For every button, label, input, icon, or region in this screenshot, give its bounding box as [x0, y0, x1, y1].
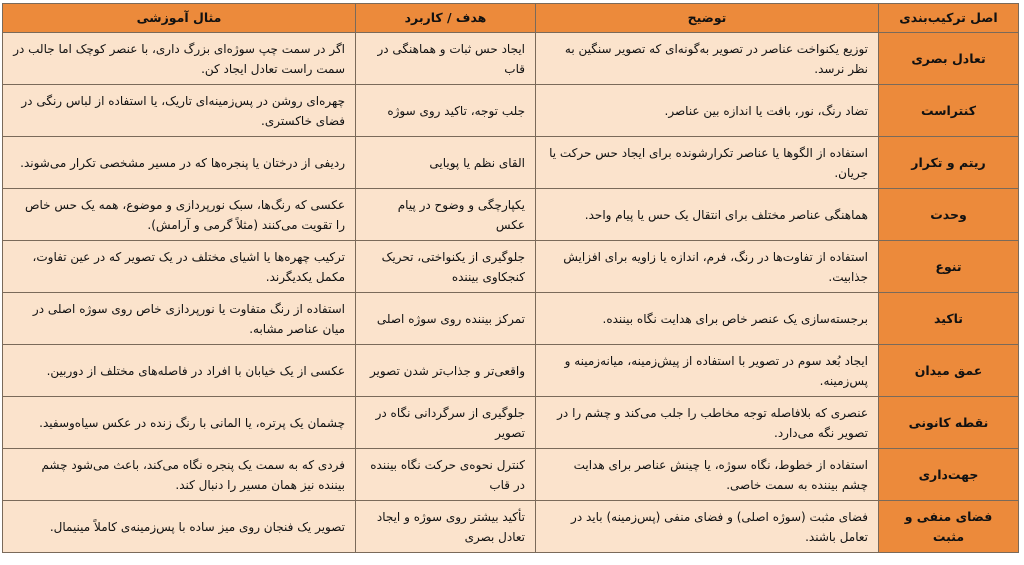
- description-cell: توزیع یکنواخت عناصر در تصویر به‌گونه‌ای که تصویر سنگین به نظر نرسد.: [536, 33, 879, 85]
- description-cell: عنصری که بلافاصله توجه مخاطب را جلب می‌کند و چشم را در تصویر نگه می‌دارد.: [536, 397, 879, 449]
- composition-principles-table-container: [2, 3, 1022, 559]
- example-cell: عکسی که رنگ‌ها، سبک نورپردازی و موضوع، همه یک حس خاص را تقویت می‌کنند (مثلاً گرمی و آرامش).: [3, 189, 356, 241]
- header-purpose: هدف / کاربرد: [356, 4, 536, 33]
- description-cell: استفاده از خطوط، نگاه سوژه، یا چینش عناصر برای هدایت چشم بیننده به سمت خاصی.: [536, 449, 879, 501]
- description-cell: هماهنگی عناصر مختلف برای انتقال یک حس یا پیام واحد.: [536, 189, 879, 241]
- table-row: [3, 85, 1019, 137]
- header-example: مثال آموزشی: [3, 4, 356, 33]
- composition-principles-table: [2, 3, 1019, 553]
- table-header-row: [3, 4, 1019, 33]
- purpose-cell: ایجاد حس ثبات و هماهنگی در قاب: [356, 33, 536, 85]
- purpose-cell: القای نظم یا پویایی: [356, 137, 536, 189]
- description-cell: تضاد رنگ، نور، بافت یا اندازه بین عناصر.: [536, 85, 879, 137]
- table-row: [3, 33, 1019, 85]
- example-cell: ردیفی از درختان یا پنجره‌ها که در مسیر مشخصی تکرار می‌شوند.: [3, 137, 356, 189]
- table-row: [3, 501, 1019, 553]
- description-cell: برجسته‌سازی یک عنصر خاص برای هدایت نگاه بیننده.: [536, 293, 879, 345]
- example-cell: اگر در سمت چپ سوژه‌ای بزرگ داری، با عنصر کوچک اما جالب در سمت راست تعادل ایجاد کن.: [3, 33, 356, 85]
- example-cell: فردی که به سمت یک پنجره نگاه می‌کند، باعث می‌شود چشم بیننده نیز همان مسیر را دنبال کند.: [3, 449, 356, 501]
- table-row: [3, 241, 1019, 293]
- purpose-cell: جلوگیری از یکنواختی، تحریک کنجکاوی بیننده: [356, 241, 536, 293]
- description-cell: فضای مثبت (سوژه اصلی) و فضای منفی (پس‌زمینه) باید در تعامل باشند.: [536, 501, 879, 553]
- example-cell: چشمان یک پرتره، یا المانی با رنگ زنده در عکس سیاه‌وسفید.: [3, 397, 356, 449]
- table-row: [3, 293, 1019, 345]
- example-cell: چهره‌ای روشن در پس‌زمینه‌ای تاریک، یا استفاده از لباس رنگی در فضای خاکستری.: [3, 85, 356, 137]
- description-cell: ایجاد بُعد سوم در تصویر با استفاده از پیش‌زمینه، میانه‌زمینه و پس‌زمینه.: [536, 345, 879, 397]
- example-cell: ترکیب چهره‌ها یا اشیای مختلف در یک تصویر که در عین تفاوت، مکمل یکدیگرند.: [3, 241, 356, 293]
- principle-cell: فضای منفی و مثبت: [879, 501, 1019, 553]
- header-principle: اصل ترکیب‌بندی: [879, 4, 1019, 33]
- purpose-cell: جلب توجه، تاکید روی سوژه: [356, 85, 536, 137]
- table-row: [3, 345, 1019, 397]
- purpose-cell: کنترل نحوه‌ی حرکت نگاه بیننده در قاب: [356, 449, 536, 501]
- purpose-cell: تأکید بیشتر روی سوژه و ایجاد تعادل بصری: [356, 501, 536, 553]
- description-cell: استفاده از الگوها یا عناصر تکرارشونده برای ایجاد حس حرکت یا جریان.: [536, 137, 879, 189]
- principle-cell: وحدت: [879, 189, 1019, 241]
- description-cell: استفاده از تفاوت‌ها در رنگ، فرم، اندازه یا زاویه برای افزایش جذابیت.: [536, 241, 879, 293]
- principle-cell: نقطه کانونی: [879, 397, 1019, 449]
- principle-cell: کنتراست: [879, 85, 1019, 137]
- purpose-cell: واقعی‌تر و جذاب‌تر شدن تصویر: [356, 345, 536, 397]
- principle-cell: تعادل بصری: [879, 33, 1019, 85]
- purpose-cell: تمرکز بیننده روی سوژه اصلی: [356, 293, 536, 345]
- example-cell: تصویر یک فنجان روی میز ساده با پس‌زمینه‌ی کاملاً مینیمال.: [3, 501, 356, 553]
- principle-cell: تنوع: [879, 241, 1019, 293]
- principle-cell: جهت‌داری: [879, 449, 1019, 501]
- table-row: [3, 397, 1019, 449]
- purpose-cell: یکپارچگی و وضوح در پیام عکس: [356, 189, 536, 241]
- table-row: [3, 189, 1019, 241]
- table-row: [3, 449, 1019, 501]
- principle-cell: عمق میدان: [879, 345, 1019, 397]
- header-description: توضیح: [536, 4, 879, 33]
- example-cell: استفاده از رنگ متفاوت یا نورپردازی خاص روی سوژه اصلی در میان عناصر مشابه.: [3, 293, 356, 345]
- purpose-cell: جلوگیری از سرگردانی نگاه در تصویر: [356, 397, 536, 449]
- principle-cell: ریتم و تکرار: [879, 137, 1019, 189]
- principle-cell: تاکید: [879, 293, 1019, 345]
- example-cell: عکسی از یک خیابان با افراد در فاصله‌های مختلف از دوربین.: [3, 345, 356, 397]
- table-row: [3, 137, 1019, 189]
